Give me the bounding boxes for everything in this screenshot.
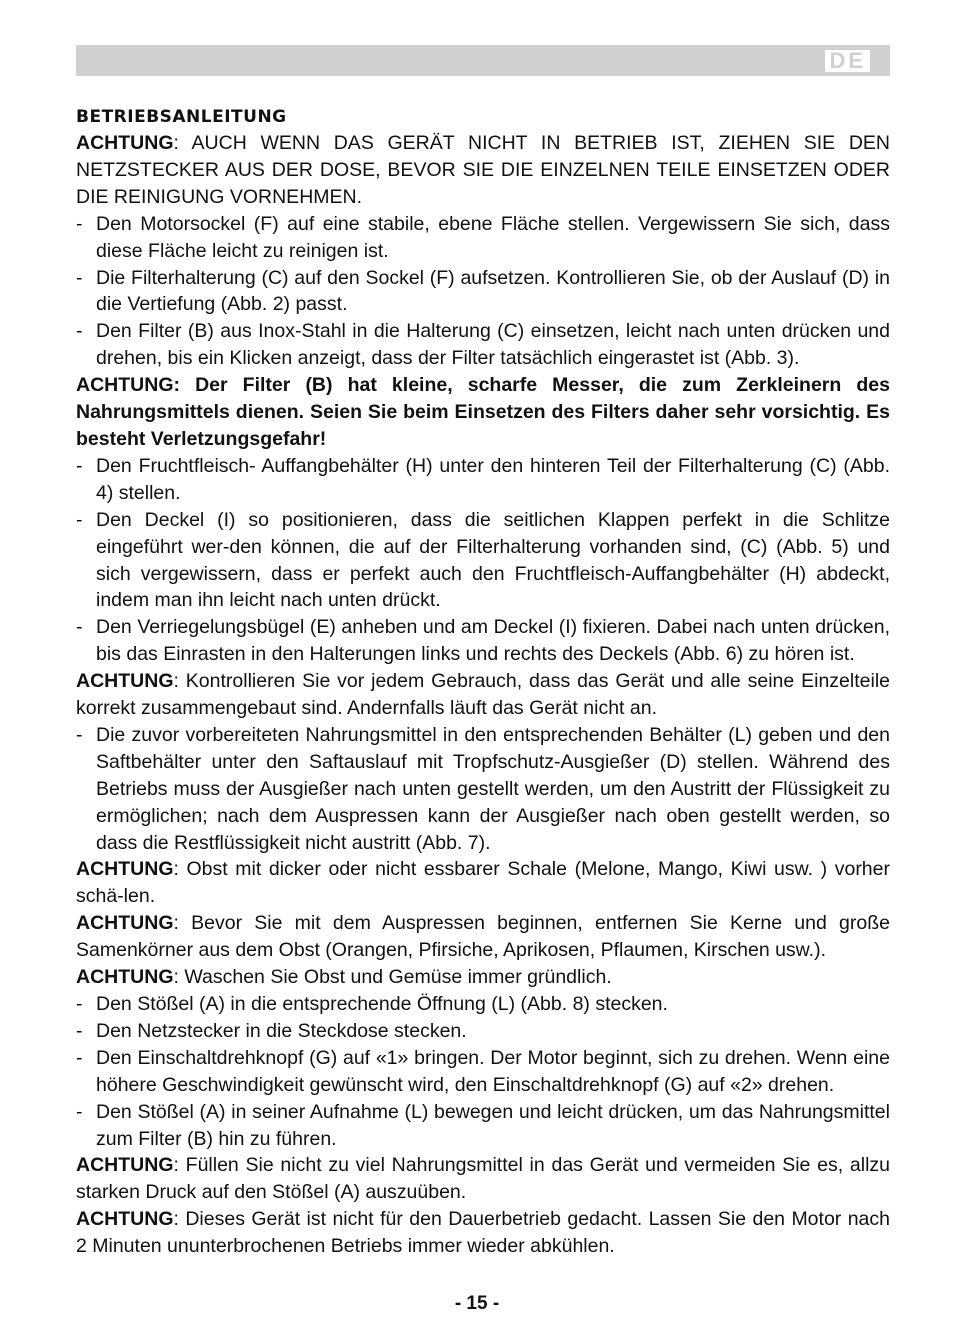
- bullet-dash: -: [76, 320, 83, 343]
- warning-label: ACHTUNG: [76, 912, 174, 935]
- content: [76, 104, 890, 1260]
- list-item-text: Den Verriegelungsbügel (E) anheben und am Deckel (I) fixieren. Dabei nach unten drücken, bis das Einrasten in den Halterungen links und rechts des Deckels (Abb. 6) zu hören ist.: [96, 616, 890, 666]
- warning-text: : Füllen Sie nicht zu viel Nahrungsmittel in das Gerät und vermeiden Sie es, allzu starken Druck auf den Stößel (A) auszuüben.: [76, 1154, 890, 1204]
- warning-label: ACHTUNG: [76, 132, 174, 154]
- list-item: [76, 1018, 890, 1045]
- list-item: [76, 507, 890, 615]
- list-item-text: Die Filterhalterung (C) auf den Sockel (F) aufsetzen. Kontrollieren Sie, ob der Auslauf (D) in die Vertiefung (Abb. 2) passt.: [96, 266, 890, 316]
- list-item-text: Den Einschaltdrehknopf (G) auf «1» bringen. Der Motor beginnt, sich zu drehen. Wenn eine höhere Geschwindigkeit gewünscht wird, den Einschaltdrehknopf (G) auf «2» drehen.: [96, 1046, 890, 1096]
- list-item-text: Den Filter (B) aus Inox-Stahl in die Halterung (C) einsetzen, leicht nach unten drücken und drehen, bis ein Klicken anzeigt, dass der Filter tatsächlich eingerastet ist (Abb. 3).: [96, 320, 890, 370]
- bullet-dash: -: [76, 508, 83, 531]
- list-item-text: Die zuvor vorbereiteten Nahrungsmittel in den entsprechenden Behälter (L) geben und den Saftbehälter unter den Saftauslauf mit Tropfschutz-Ausgießer (D) stellen. Während des Betriebs muss der Ausgießer nach unten gestellt werden, um den Austritt der Flüssigkeit zu ermöglichen; nach dem Auspressen kann der Ausgießer nach oben gestellt werden, so dass die Restflüssigkeit nicht austritt (Abb. 7).: [96, 723, 890, 854]
- warning-note: [76, 668, 890, 722]
- page-number: - 15 -: [454, 1293, 500, 1314]
- list-item: [76, 453, 890, 507]
- warning-text: : Dieses Gerät ist nicht für den Dauerbetrieb gedacht. Lassen Sie den Motor nach 2 Minuten ununterbrochenen Betriebs immer wieder abkühlen.: [76, 1208, 890, 1258]
- bullet-dash: -: [76, 1019, 83, 1042]
- section-title: BETRIEBSANLEITUNG: [76, 107, 287, 127]
- language-badge: DE: [825, 50, 870, 72]
- bullet-dash: -: [76, 266, 83, 289]
- list-item-text: Den Stößel (A) in die entsprechende Öffnung (L) (Abb. 8) stecken.: [96, 993, 668, 1015]
- warning-note: [76, 130, 890, 211]
- warning-label: ACHTUNG: [76, 1154, 174, 1177]
- bullet-dash: -: [76, 1100, 83, 1123]
- bullet-dash: -: [76, 1046, 83, 1069]
- warning-note-bold: ACHTUNG: Der Filter (B) hat kleine, scharfe Messer, die zum Zerkleinern des Nahrungsmittels dienen. Seien Sie beim Einsetzen des Filters daher sehr vorsichtig. Es besteht Verletzungsgefahr!: [76, 374, 890, 450]
- warning-note: [76, 1152, 890, 1206]
- bullet-dash: -: [76, 993, 83, 1015]
- warning-label: ACHTUNG: [76, 1208, 174, 1231]
- list-item-text: Den Fruchtfleisch- Auffangbehälter (H) unter den hinteren Teil der Filterhalterung (C) (Abb. 4) stellen.: [96, 454, 890, 504]
- warning-text: : Bevor Sie mit dem Auspressen beginnen, entfernen Sie Kerne und große Samenkörner aus dem Obst (Orangen, Pfirsiche, Aprikosen, Pflaumen, Kirschen usw.).: [76, 912, 890, 962]
- list-item: [76, 1099, 890, 1153]
- bullet-dash: -: [76, 212, 83, 235]
- list-item: [76, 614, 890, 668]
- bullet-dash: -: [76, 454, 83, 477]
- warning-label: ACHTUNG: [76, 858, 174, 881]
- bullet-dash: -: [76, 616, 83, 639]
- warning-note: [76, 964, 890, 991]
- warning-label: ACHTUNG: [76, 966, 174, 989]
- list-item-text: Den Deckel (I) so positionieren, dass die seitlichen Klappen perfekt in die Schlitze eingeführt wer-den können, die auf der Filterhalterung vorhanden sind, (C) (Abb. 5) und sich vergewissern, dass er perfekt auch den Fruchtfleisch-Auffangbehälter (H) abdeckt, indem man ihn leicht nach unten drückt.: [96, 508, 890, 612]
- warning-note: [76, 910, 890, 964]
- warning-text: : Waschen Sie Obst und Gemüse immer gründlich.: [173, 966, 612, 989]
- list-item: [76, 1045, 890, 1099]
- list-item-text: Den Stößel (A) in seiner Aufnahme (L) bewegen und leicht drücken, um das Nahrungsmittel zum Filter (B) hin zu führen.: [96, 1100, 890, 1150]
- list-item: [76, 318, 890, 372]
- list-item: [76, 211, 890, 265]
- list-item: [76, 722, 890, 857]
- list-item-text: Den Motorsockel (F) auf eine stabile, ebene Fläche stellen. Vergewissern Sie sich, dass diese Fläche leicht zu reinigen ist.: [96, 212, 890, 262]
- header-bar: [76, 45, 890, 76]
- warning-text: : Obst mit dicker oder nicht essbarer Schale (Melone, Mango, Kiwi usw. ) vorher schä-len.: [76, 858, 890, 908]
- warning-text: : Kontrollieren Sie vor jedem Gebrauch, dass das Gerät und alle seine Einzelteile korrekt zusammengebaut sind. Andernfalls läuft das Gerät nicht an.: [76, 670, 890, 720]
- warning-note: [76, 1206, 890, 1260]
- warning-text: : AUCH WENN DAS GERÄT NICHT IN BETRIEB IST, ZIEHEN SIE DEN NETZSTECKER AUS DER DOSE, BEVOR SIE DIE EINZELNEN TEILE EINSETZEN ODER DIE REINIGUNG VORNEHMEN.: [76, 132, 890, 208]
- warning-label: ACHTUNG: [76, 670, 174, 693]
- list-item-text: Den Netzstecker in die Steckdose stecken.: [96, 1019, 467, 1042]
- list-item: [76, 991, 890, 1018]
- instruction-list: [76, 130, 890, 1260]
- list-item: [76, 265, 890, 319]
- bullet-dash: -: [76, 723, 83, 746]
- warning-note: [76, 856, 890, 910]
